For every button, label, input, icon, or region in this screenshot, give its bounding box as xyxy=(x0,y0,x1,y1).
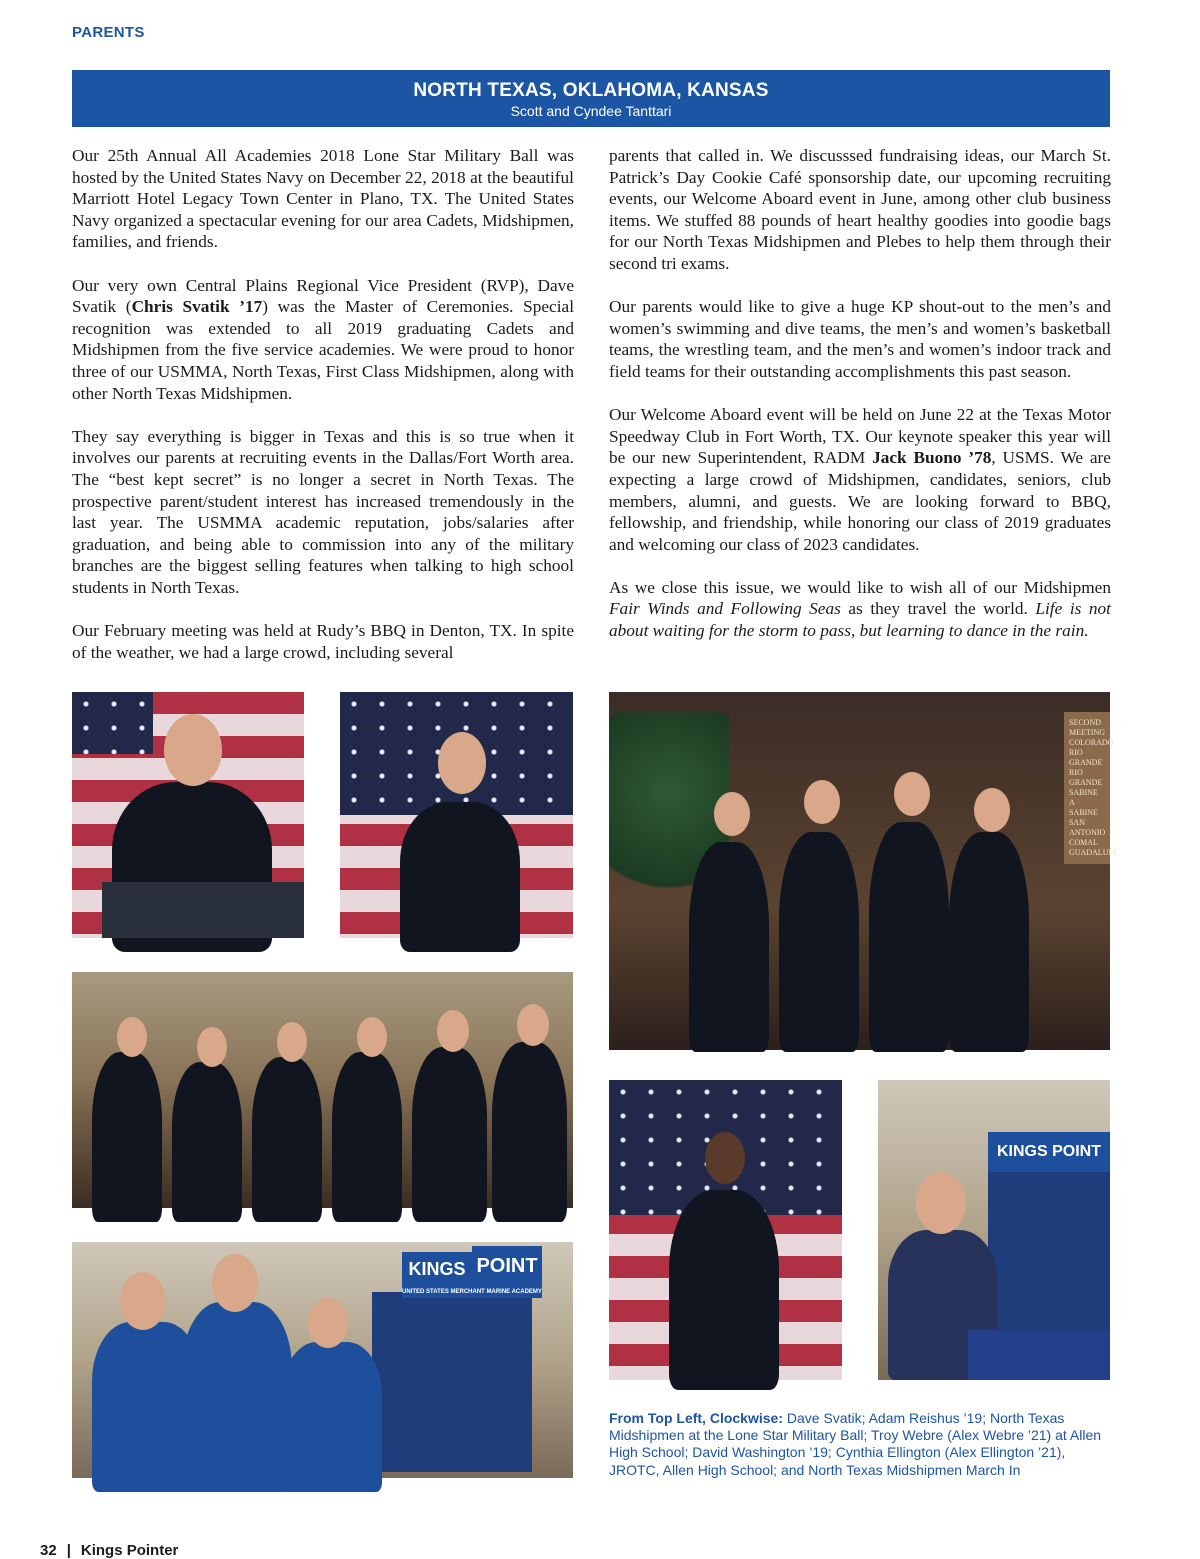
midshipman-head xyxy=(517,1004,549,1046)
man-head xyxy=(916,1172,966,1234)
flag-canton xyxy=(72,692,153,754)
photo-david-washington xyxy=(609,1080,842,1380)
photo-adam-reishus xyxy=(340,692,573,938)
paragraph: They say everything is bigger in Texas and this is so true when it involves our parents at recruiting events in the Dallas/Fort Worth area. The “best kept secret” is no longer a secret in North Texas. The prospective parent/student interest has increased tremendously in the last year. The USMMA academic reputation, jobs/salaries after graduation, and being able to commission into any of the military branches are the biggest selling features when talking to high school students in North Texas. xyxy=(72,426,574,597)
point-sign: POINT xyxy=(472,1246,542,1286)
midshipman-head xyxy=(357,1017,387,1057)
bold-name: Jack Buono ’78 xyxy=(872,448,992,468)
kings-sign: KINGS xyxy=(402,1252,472,1286)
midshipman-figure xyxy=(869,822,949,1052)
paragraph xyxy=(609,404,1111,555)
caption-text: Dave Svatik; Adam Reishus ’19; North Texas Midshipmen at the Lone Star Military Ball; Troy Webre (Alex Webre ’21) at Allen High School; David Washington ’19; Cynthia Ellington (Alex Ellington ’21), JROTC, Allen High School; and North Texas Midshipmen March In xyxy=(609,1410,1102,1478)
article-column-left xyxy=(72,145,574,663)
midshipman-head xyxy=(438,732,486,794)
text-run: As we close this issue, we would like to wish all of our Midshipmen xyxy=(609,577,1111,597)
midshipman-figure xyxy=(412,1047,487,1222)
midshipman-head xyxy=(714,792,750,836)
photo-troy-webre xyxy=(878,1080,1110,1380)
midshipman-head xyxy=(197,1027,227,1067)
photo-caption xyxy=(609,1410,1111,1479)
kings-point-sign: KINGS POINT xyxy=(988,1132,1110,1172)
wall-plaque: SECOND MEETING COLORADO RIO GRANDE RIO GRANDE SABINE A SABINE SAN ANTONIO COMAL GUADALUPE xyxy=(1064,712,1110,864)
student-head xyxy=(308,1298,348,1348)
midshipman-figure xyxy=(492,1042,567,1222)
paragraph: parents that called in. We discusssed fundraising ideas, our March St. Patrick’s Day Cookie Café sponsorship date, our upcoming recruiting events, our Welcome Aboard event in June, among other club business items. We stuffed 88 pounds of heart healthy goodies into goodie bags for our North Texas Midshipmen and Plebes to help them through their second tri exams. xyxy=(609,146,1111,273)
midshipman-figure xyxy=(252,1057,322,1222)
midshipman-figure xyxy=(949,832,1029,1052)
bold-name: Chris Svatik ’17 xyxy=(131,297,263,317)
paragraph: Our 25th Annual All Academies 2018 Lone Star Military Ball was hosted by the United States Navy on December 22, 2018 at the beautiful Marriott Hotel Legacy Town Center in Plano, TX. The United States Navy organized a spectacular evening for our area Cadets, Midshipmen, families, and friends. xyxy=(72,146,574,252)
student-head xyxy=(212,1254,258,1312)
midshipman-figure xyxy=(779,832,859,1052)
academy-sign: UNITED STATES MERCHANT MARINE ACADEMY xyxy=(402,1286,542,1298)
page-number: 32 xyxy=(40,1542,57,1559)
student-figure xyxy=(182,1302,292,1492)
photo-lone-star-military-ball xyxy=(72,972,573,1208)
photo-dave-svatik xyxy=(72,692,304,938)
paragraph: Our February meeting was held at Rudy’s BBQ in Denton, TX. In spite of the weather, we had a large crowd, including several xyxy=(72,621,574,662)
display-board xyxy=(988,1172,1110,1332)
footer-separator: | xyxy=(66,1542,71,1559)
caption-label: From Top Left, Clockwise: xyxy=(609,1410,783,1426)
article-title: NORTH TEXAS, OKLAHOMA, KANSAS xyxy=(413,80,769,101)
speaker-head xyxy=(164,714,222,786)
midshipman-figure xyxy=(172,1062,242,1222)
midshipman-head xyxy=(437,1010,469,1052)
midshipman-head xyxy=(277,1022,307,1062)
italic-phrase: Life is not about waiting for the storm to pass, but learning to dance in the rain. xyxy=(609,599,1111,641)
article-banner xyxy=(72,70,1110,127)
section-tag: PARENTS xyxy=(72,24,145,41)
midshipman-figure xyxy=(400,802,520,952)
text-run: Our very own Central Plains Regional Vice President (RVP), Dave Svatik ( xyxy=(72,275,574,317)
midshipman-head xyxy=(804,780,840,824)
table xyxy=(968,1330,1110,1380)
photo-allen-high-school xyxy=(72,1242,573,1478)
midshipman-head xyxy=(974,788,1010,832)
paragraph: Our parents would like to give a huge KP shout-out to the men’s and women’s swimming and dive teams, the men’s and women’s basketball teams, the wrestling team, and the men’s and women’s indoor track and field teams for their outstanding accomplishments this past season. xyxy=(609,297,1111,381)
text-run: , USMS. We are expecting a large crowd of Midshipmen, candidates, seniors, club members, alumni, and guests. We are looking forward to BBQ, fellowship, and friendship, while honoring our class of 2019 graduates and welcoming our class of 2023 candidates. xyxy=(609,448,1111,554)
page-footer xyxy=(40,1542,178,1559)
student-figure xyxy=(282,1342,382,1492)
photo-north-texas-midshipmen xyxy=(609,692,1118,1050)
midshipman-head xyxy=(894,772,930,816)
text-run: Our Welcome Aboard event will be held on June 22 at the Texas Motor Speedway Club in Fort Worth, TX. Our keynote speaker this year will be our new Superintendent, RADM xyxy=(609,405,1111,468)
podium xyxy=(102,882,304,938)
midshipman-figure xyxy=(92,1052,162,1222)
midshipman-head xyxy=(117,1017,147,1057)
publication-name: Kings Pointer xyxy=(80,1542,179,1559)
midshipman-figure xyxy=(669,1190,779,1390)
paragraph xyxy=(609,577,1111,642)
display-board xyxy=(372,1292,532,1472)
student-head xyxy=(120,1272,166,1330)
midshipman-figure xyxy=(332,1052,402,1222)
article-byline: Scott and Cyndee Tanttari xyxy=(510,103,672,119)
paragraph xyxy=(72,275,574,405)
midshipman-figure xyxy=(689,842,769,1052)
text-run: ) was the Master of Ceremonies. Special recognition was extended to all 2019 graduating Cadets and Midshipmen from the five service academies. We were proud to honor three of our USMMA, North Texas, First Class Midshipmen, along with other North Texas Midshipmen. xyxy=(72,297,574,403)
article-column-right xyxy=(609,145,1111,642)
midshipman-head xyxy=(705,1132,745,1184)
text-run: as they travel the world. xyxy=(840,599,1036,619)
italic-phrase: Fair Winds and Following Seas xyxy=(609,599,841,619)
